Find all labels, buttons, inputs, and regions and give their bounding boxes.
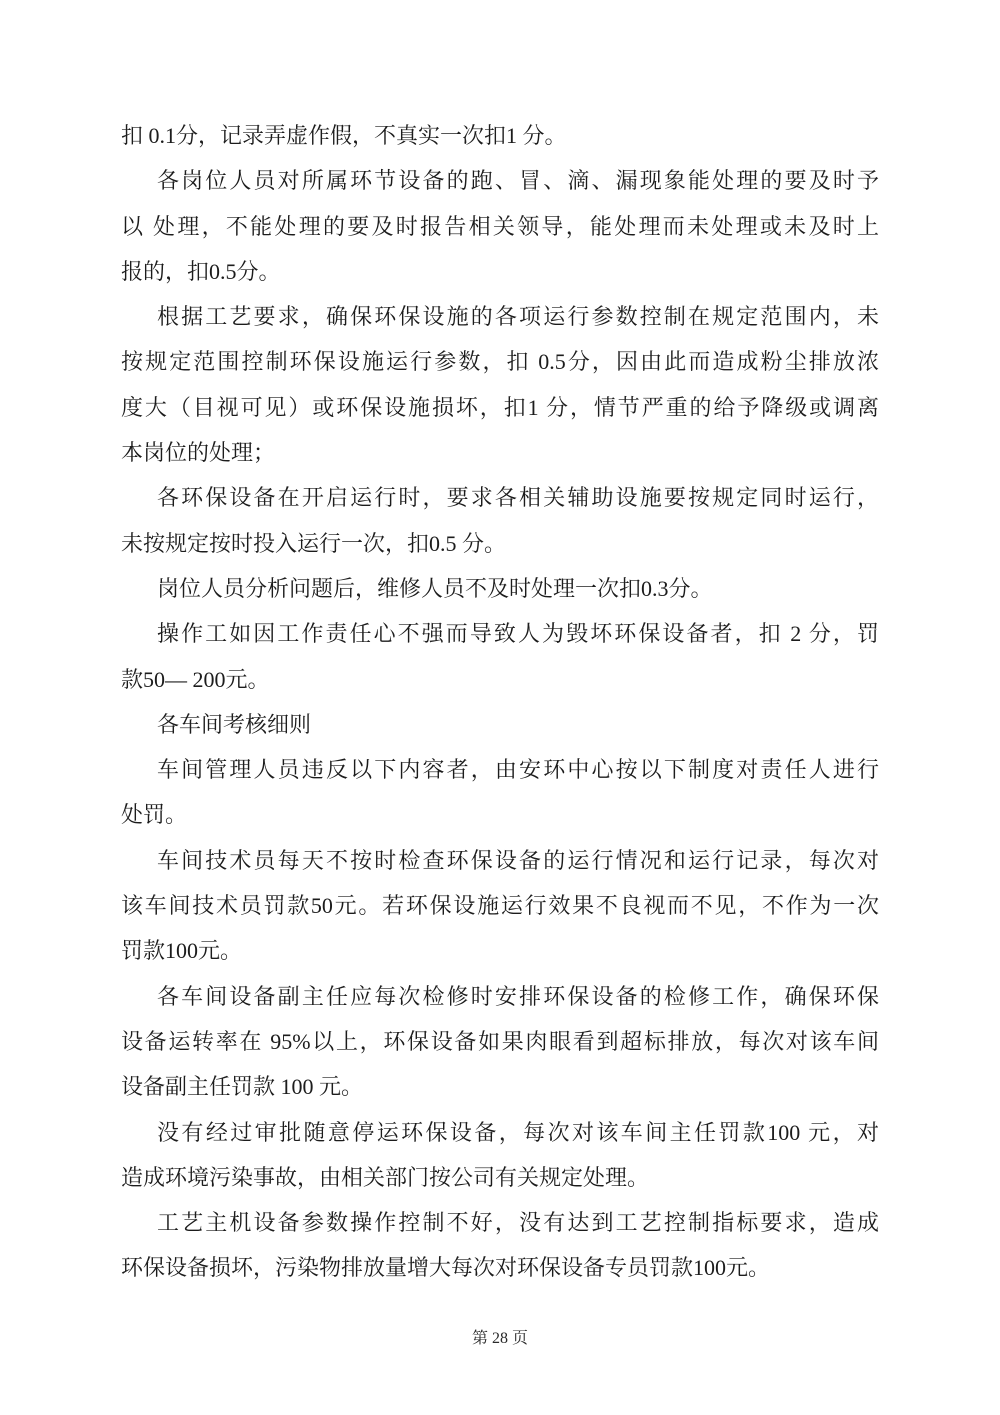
text-line: 工艺主机设备参数操作控制不好，没有达到工艺控制指标要求，造成 [157, 1210, 879, 1236]
text-line: 设备运转率在 95%以上，环保设备如果肉眼看到超标排放，每次对该车间 [121, 1028, 879, 1054]
text-line: 该车间技术员罚款50元。若环保设施运行效果不良视而不见，不作为一次 [121, 893, 879, 919]
text-line: 没有经过审批随意停运环保设备，每次对该车间主任罚款100 元，对 [157, 1119, 879, 1145]
text-line: 各车间考核细则 [157, 711, 312, 737]
text-line: 本岗位的处理； [121, 440, 276, 466]
text-line: 环保设备损坏，污染物排放量增大每次对环保设备专员罚款100元。 [121, 1255, 771, 1281]
text-line: 款50— 200元。 [121, 666, 270, 692]
text-line: 报的，扣0.5分。 [121, 258, 281, 284]
text-line: 造成环境污染事故，由相关部门按公司有关规定处理。 [121, 1164, 650, 1190]
text-line: 罚款100元。 [121, 938, 243, 964]
text-line: 以 处理，不能处理的要及时报告相关领导，能处理而未处理或未及时上 [121, 213, 879, 239]
text-line: 按规定范围控制环保设施运行参数，扣 0.5分，因由此而造成粉尘排放浓 [121, 349, 879, 375]
text-line: 车间管理人员违反以下内容者，由安环中心按以下制度对责任人进行 [157, 757, 879, 783]
text-line: 岗位人员分析问题后，维修人员不及时处理一次扣0.3分。 [157, 575, 713, 601]
text-line: 设备副主任罚款 100 元。 [121, 1074, 364, 1100]
text-line: 各车间设备副主任应每次检修时安排环保设备的检修工作，确保环保 [157, 983, 879, 1009]
page-footer [0, 1329, 1000, 1349]
text-line: 扣 0.1分，记录弄虚作假，不真实一次扣1 分。 [121, 123, 567, 148]
text-line: 度大（目视可见）或环保设施损坏，扣1 分，情节严重的给予降级或调离 [121, 394, 879, 420]
text-line: 车间技术员每天不按时检查环保设备的运行情况和运行记录，每次对 [157, 847, 879, 873]
text-line: 处罚。 [121, 802, 188, 828]
page-number: 第 28 页 [471, 1330, 528, 1347]
text-line: 操作工如因工作责任心不强而导致人为毁坏环保设备者，扣 2 分，罚 [157, 621, 879, 647]
text-line: 各环保设备在开启运行时，要求各相关辅助设施要按规定同时运行， [157, 485, 879, 511]
text-line: 根据工艺要求，确保环保设施的各项运行参数控制在规定范围内，未 [157, 304, 879, 330]
text-line: 未按规定按时投入运行一次，扣0.5 分。 [121, 530, 507, 556]
text-line: 各岗位人员对所属环节设备的跑、冒、滴、漏现象能处理的要及时予 [157, 168, 879, 194]
document-body [121, 113, 879, 1291]
